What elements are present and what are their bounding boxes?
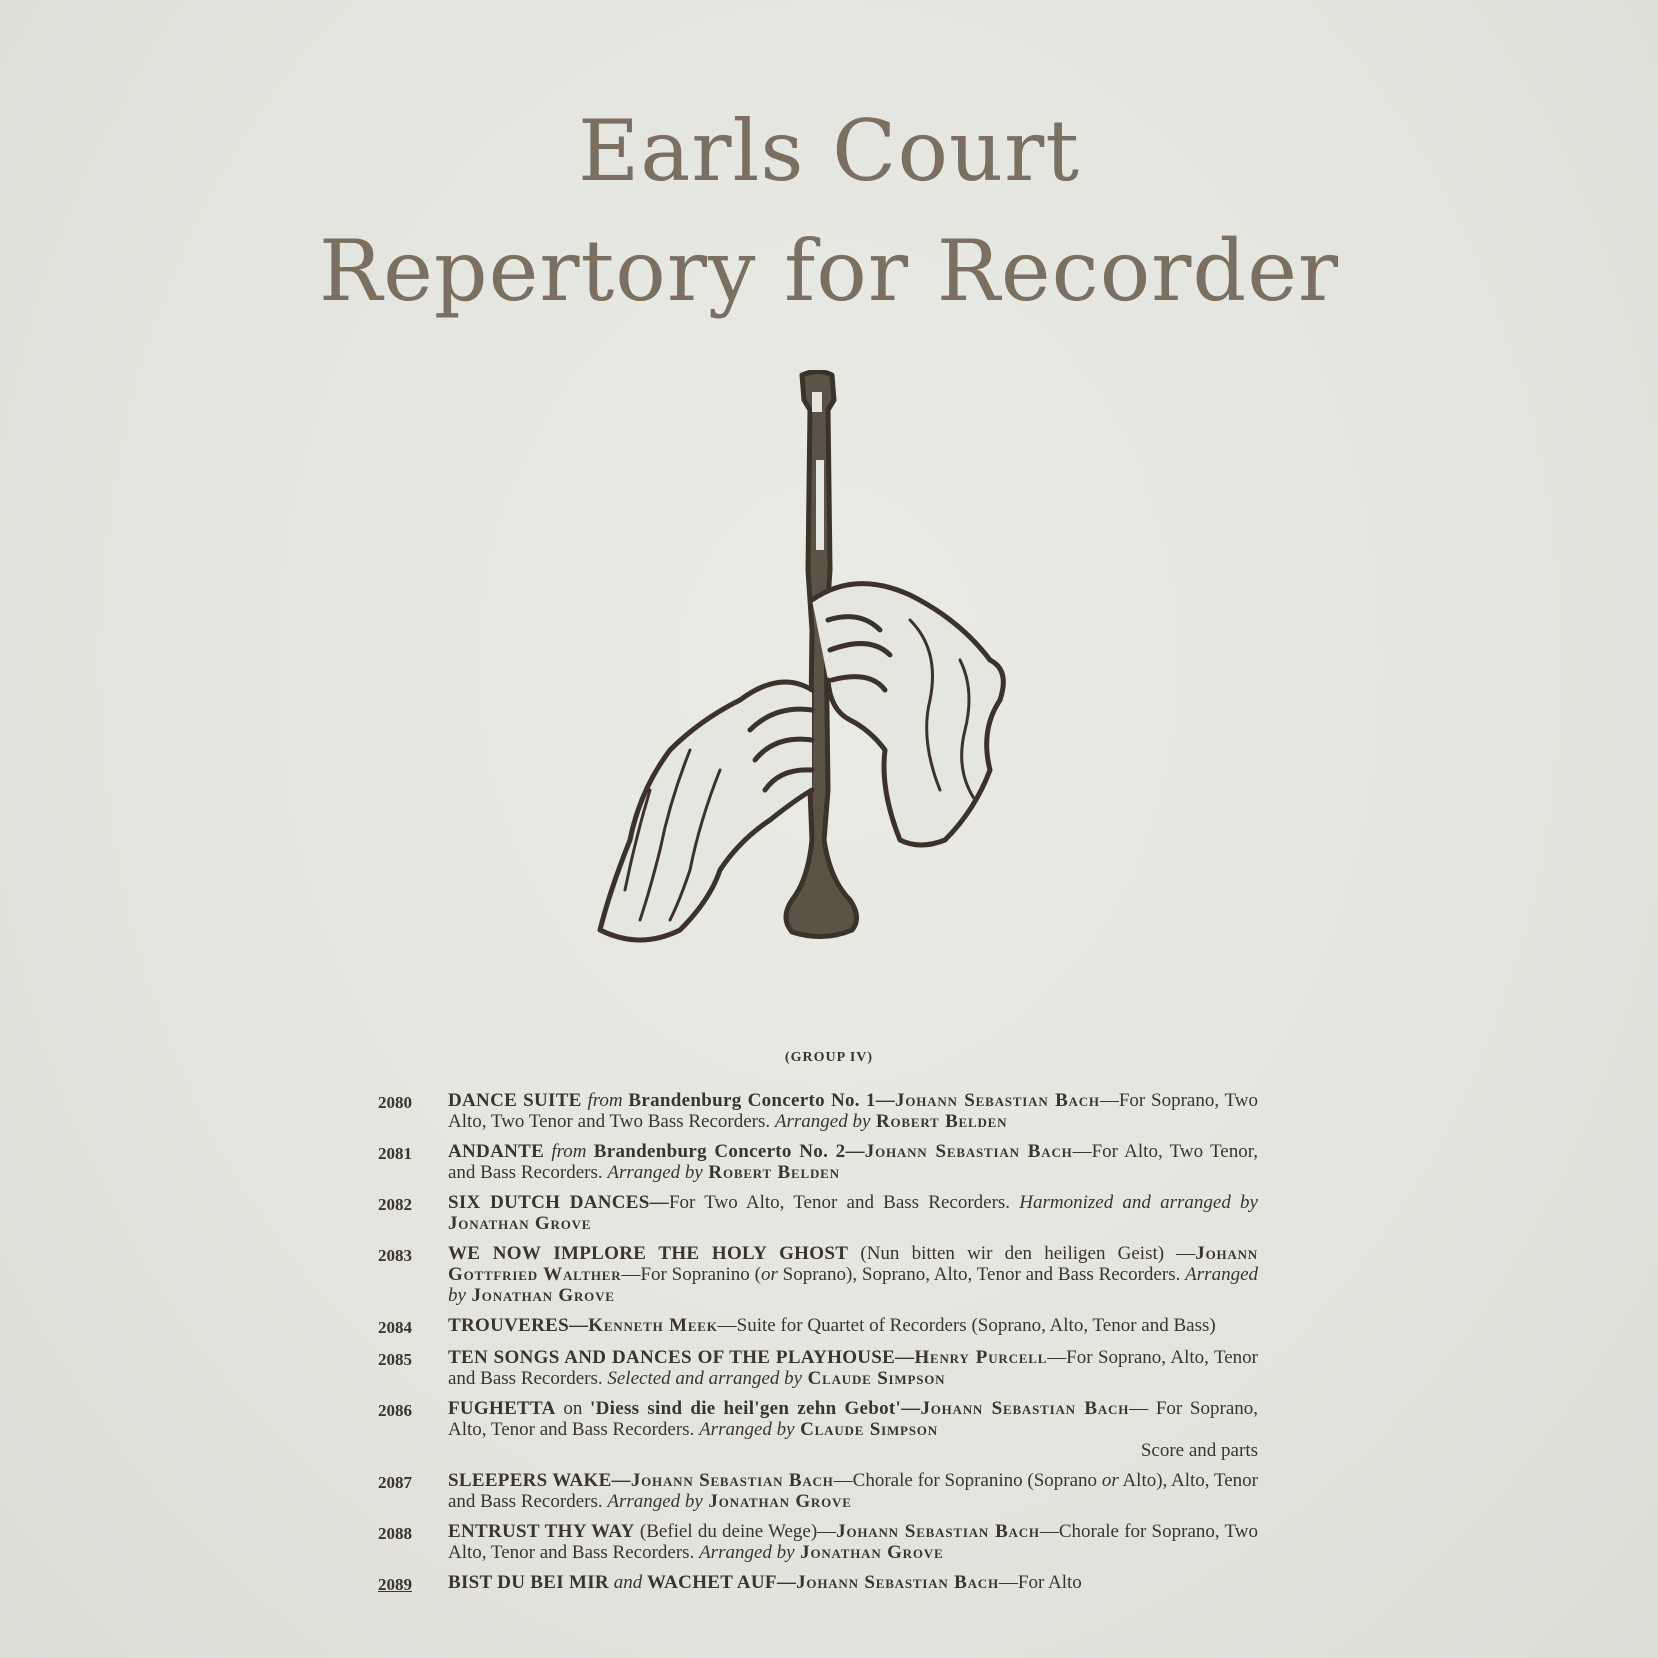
work-title: TEN SONGS AND DANCES OF THE PLAYHOUSE—	[448, 1347, 915, 1368]
catalog-description	[448, 1470, 1258, 1512]
work-subtitle: (Nun bitten wir den heiligen Geist) —	[848, 1243, 1196, 1264]
instrumentation-continued: Soprano), Soprano, Alto, Tenor and Bass Recorders.	[777, 1264, 1186, 1285]
instrumentation-or: or	[760, 1264, 778, 1285]
work-title: BIST DU BEI MIR	[448, 1572, 609, 1593]
catalog-list	[378, 1090, 1258, 1604]
composer: Kenneth Meek	[588, 1315, 718, 1336]
work-title: SLEEPERS WAKE—	[448, 1470, 631, 1491]
arranger: Claude Simpson	[802, 1368, 946, 1389]
catalog-description	[448, 1315, 1258, 1338]
composer: Johann Sebastian Bach	[836, 1521, 1040, 1542]
catalog-number: 2086	[378, 1401, 412, 1420]
catalog-entry	[378, 1398, 1258, 1461]
separator: —	[833, 1470, 853, 1491]
connector: from	[587, 1090, 623, 1111]
composer: Johann Sebastian Bach	[796, 1572, 999, 1593]
catalog-description	[448, 1521, 1258, 1563]
catalog-description	[448, 1141, 1258, 1183]
work-title: ANDANTE	[448, 1141, 545, 1162]
connector: from	[551, 1141, 587, 1162]
work-title: TROUVERES—	[448, 1315, 589, 1336]
credit: Arranged by	[448, 1264, 1258, 1306]
catalog-description	[448, 1090, 1258, 1132]
catalog-number: 2084	[378, 1318, 412, 1337]
catalog-description	[448, 1347, 1258, 1389]
catalog-number: 2082	[378, 1195, 412, 1214]
credit: Arranged by	[699, 1542, 795, 1563]
composer: Henry Purcell	[914, 1347, 1048, 1368]
separator: —	[1047, 1347, 1067, 1368]
separator: —	[717, 1315, 737, 1336]
credit: Arranged by	[607, 1162, 703, 1183]
instrumentation: Chorale for Sopranino (Soprano	[852, 1470, 1102, 1491]
catalog-number: 2081	[378, 1144, 412, 1163]
instrumentation: For Soprano, Two Alto, Two Tenor and Two Bass Recorders.	[448, 1090, 1259, 1132]
catalog-number: 2083	[378, 1246, 412, 1265]
work-title: WE NOW IMPLORE THE HOLY GHOST	[448, 1243, 849, 1264]
arranger: Robert Belden	[870, 1111, 1008, 1132]
catalog-entry	[378, 1243, 1258, 1306]
work-subtitle: (Befiel du deine Wege)—	[634, 1521, 837, 1542]
arranger: Claude Simpson	[794, 1419, 938, 1440]
instrumentation: For Two Alto, Tenor and Bass Recorders.	[668, 1192, 1020, 1213]
arranger: Jonathan Grove	[794, 1542, 944, 1563]
work-title: ENTRUST THY WAY	[448, 1521, 635, 1542]
catalog-entry	[378, 1192, 1258, 1234]
credit: Arranged by	[774, 1111, 871, 1132]
work-title-continued: Brandenburg Concerto No. 1—	[628, 1090, 896, 1111]
work-title: DANCE SUITE	[448, 1090, 582, 1111]
catalog-entry	[378, 1347, 1258, 1389]
composer: Johann Sebastian Bach	[630, 1470, 834, 1491]
arranger: Jonathan Grove	[465, 1285, 615, 1306]
separator: —	[998, 1572, 1018, 1593]
separator: —	[621, 1264, 641, 1285]
instrumentation: For Alto, Two Tenor, and Bass Recorders.	[448, 1141, 1259, 1183]
catalog-entry	[378, 1470, 1258, 1512]
instrumentation-or: or	[1101, 1470, 1119, 1491]
instrumentation: For Soprano, Alto, Tenor and Bass Recorders.	[448, 1347, 1258, 1389]
format-note: Score and parts	[1140, 1440, 1258, 1461]
arranger: Robert Belden	[702, 1162, 840, 1183]
work-title-continued: WACHET AUF—	[646, 1572, 797, 1593]
catalog-number: 2088	[378, 1524, 412, 1543]
catalog-description	[448, 1398, 1258, 1461]
group-label: (GROUP IV)	[784, 1050, 874, 1065]
work-title: FUGHETTA	[448, 1398, 556, 1419]
catalog-number: 2085	[378, 1350, 412, 1369]
credit: Arranged by	[699, 1419, 795, 1440]
instrumentation: Suite for Quartet of Recorders (Soprano, Alto, Tenor and Bass)	[736, 1315, 1216, 1336]
composer: Johann Gottfried Walther	[448, 1243, 1258, 1285]
catalog-number: 2080	[378, 1093, 412, 1112]
hands-holding-recorder-icon	[580, 370, 1080, 990]
instrumentation: For Alto	[1017, 1572, 1082, 1593]
credit: Selected and arranged by	[607, 1368, 803, 1389]
catalog-entry	[378, 1141, 1258, 1183]
catalog-description	[448, 1572, 1258, 1595]
composer: Johann Sebastian Bach	[920, 1398, 1130, 1419]
catalog-entry	[378, 1315, 1258, 1338]
catalog-entry	[378, 1572, 1258, 1595]
composer: Johann Sebastian Bach	[864, 1141, 1073, 1162]
catalog-entry	[378, 1521, 1258, 1563]
composer: Johann Sebastian Bach	[895, 1090, 1100, 1111]
page-title-line-2: Repertory for Recorder	[318, 222, 1340, 320]
connector: on	[555, 1398, 591, 1419]
credit: Harmonized and arranged by	[1019, 1192, 1258, 1213]
instrumentation: For Soprano, Alto, Tenor and Bass Recorders.	[448, 1398, 1258, 1440]
credit: Arranged by	[607, 1491, 703, 1512]
separator: —	[1039, 1521, 1059, 1542]
separator: —	[1129, 1398, 1156, 1419]
instrumentation: Chorale for Soprano, Two Alto, Tenor and Bass Recorders.	[448, 1521, 1258, 1563]
arranger: Jonathan Grove	[448, 1213, 592, 1234]
separator: —	[1099, 1090, 1119, 1111]
separator: —	[1072, 1141, 1092, 1162]
catalog-number: 2087	[378, 1473, 412, 1492]
catalog-entry	[378, 1090, 1258, 1132]
work-title-continued: Brandenburg Concerto No. 2—	[593, 1141, 865, 1162]
catalog-number: 2089	[378, 1575, 412, 1594]
connector: and	[613, 1572, 643, 1593]
instrumentation: For Sopranino (	[640, 1264, 761, 1285]
instrumentation-continued: Alto), Alto, Tenor and Bass Recorders.	[448, 1470, 1259, 1512]
page-title-line-1: Earls Court	[577, 102, 1081, 200]
work-title: SIX DUTCH DANCES—	[448, 1192, 669, 1213]
catalog-description	[448, 1243, 1258, 1306]
arranger: Jonathan Grove	[702, 1491, 852, 1512]
catalog-description	[448, 1192, 1258, 1234]
work-title-continued: 'Diess sind die heil'gen zehn Gebot'—	[590, 1398, 921, 1419]
